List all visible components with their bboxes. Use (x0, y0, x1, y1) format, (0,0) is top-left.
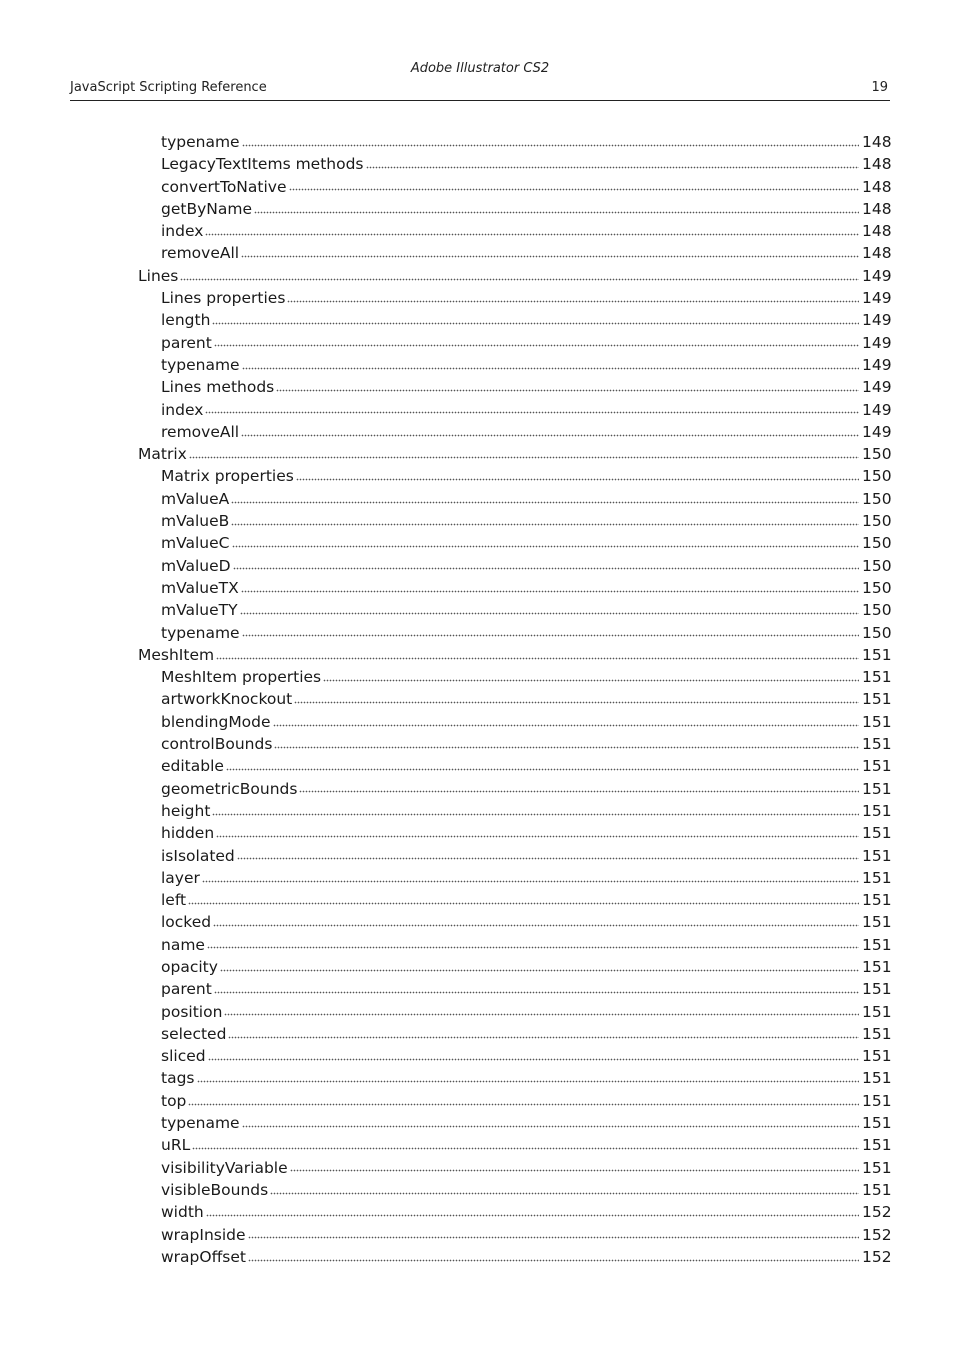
toc-entry-page: 151 (862, 757, 892, 776)
toc-entry-page: 150 (862, 556, 892, 575)
toc-section-entry[interactable] (138, 644, 892, 666)
toc-entry[interactable] (161, 1157, 892, 1179)
toc-entry[interactable] (161, 1246, 892, 1268)
toc-entry-label: height (161, 801, 211, 820)
toc-entry-label: index (161, 222, 204, 241)
toc-entry-label: index (161, 400, 204, 419)
toc-entry[interactable] (161, 131, 892, 153)
toc-entry-label: mValueA (161, 489, 230, 508)
toc-entry-label: Matrix (138, 445, 187, 464)
toc-entry-page: 149 (862, 422, 892, 441)
toc-entry-page: 149 (862, 289, 892, 308)
toc-entry-page: 151 (862, 668, 892, 687)
toc-entry-page: 148 (862, 133, 892, 151)
dot-leader (274, 744, 859, 750)
toc-entry-page: 150 (862, 512, 892, 531)
toc-entry-label: wrapInside (161, 1225, 246, 1244)
toc-entry[interactable] (161, 599, 892, 621)
toc-entry-page: 152 (862, 1203, 892, 1222)
toc-entry[interactable] (161, 666, 892, 688)
toc-entry-page: 149 (862, 311, 892, 330)
dot-leader (189, 454, 859, 460)
toc-entry-label: locked (161, 913, 212, 932)
toc-entry[interactable] (161, 577, 892, 599)
toc-entry-page: 150 (862, 601, 892, 620)
toc-entry-label: uRL (161, 1136, 191, 1155)
dot-leader (212, 321, 859, 327)
toc-entry[interactable] (161, 733, 892, 755)
toc-entry-page: 151 (862, 645, 892, 664)
toc-entry-label: editable (161, 757, 224, 776)
dot-leader (205, 410, 859, 416)
toc-entry-label: Matrix properties (161, 467, 294, 486)
toc-entry[interactable] (161, 465, 892, 487)
dot-leader (233, 566, 859, 572)
dot-leader (290, 1168, 859, 1174)
dot-leader (188, 900, 859, 906)
dot-leader (241, 254, 859, 260)
toc-entry[interactable] (161, 978, 892, 1000)
toc-entry-label: controlBounds (161, 735, 273, 754)
toc-entry-page: 151 (862, 1069, 892, 1088)
dot-leader (289, 187, 860, 193)
toc-entry-page: 151 (862, 779, 892, 798)
toc-entry[interactable] (161, 153, 892, 175)
toc-entry-label: Lines (138, 266, 179, 285)
toc-entry[interactable] (161, 1179, 892, 1201)
header-rule (70, 100, 890, 101)
toc-entry-label: getByName (161, 199, 252, 218)
toc-entry-page: 151 (862, 846, 892, 865)
toc-entry[interactable] (161, 1112, 892, 1134)
dot-leader (242, 633, 859, 639)
table-of-contents (0, 131, 960, 1268)
toc-entry-page: 152 (862, 1225, 892, 1244)
toc-entry-label: left (161, 891, 187, 910)
toc-entry[interactable] (161, 488, 892, 510)
toc-entry-label: mValueTY (161, 601, 238, 620)
toc-entry-label: mValueTX (161, 578, 239, 597)
toc-entry-page: 152 (862, 1247, 892, 1266)
toc-entry-label: mValueC (161, 534, 230, 553)
toc-entry-page: 149 (862, 333, 892, 352)
toc-entry-label: typename (161, 1114, 240, 1133)
toc-entry-page: 148 (862, 244, 892, 263)
toc-entry[interactable] (161, 934, 892, 956)
toc-entry-page: 151 (862, 1114, 892, 1133)
toc-entry-label: LegacyTextItems methods (161, 155, 364, 174)
dot-leader (197, 1079, 860, 1085)
toc-entry[interactable] (161, 711, 892, 733)
dot-leader (241, 588, 859, 594)
toc-entry-page: 151 (862, 891, 892, 910)
dot-leader (242, 365, 859, 371)
dot-leader (214, 990, 859, 996)
toc-entry[interactable] (161, 510, 892, 532)
toc-entry-page: 151 (862, 868, 892, 887)
dot-leader (212, 811, 859, 817)
toc-entry-label: MeshItem properties (161, 668, 322, 687)
dot-leader (232, 544, 860, 550)
toc-entry[interactable] (161, 1001, 892, 1023)
dot-leader (188, 1101, 859, 1107)
toc-entry-page: 148 (862, 222, 892, 241)
toc-entry-page: 151 (862, 801, 892, 820)
toc-entry-page: 151 (862, 935, 892, 954)
toc-entry-page: 149 (862, 400, 892, 419)
toc-entry[interactable] (161, 354, 892, 376)
toc-entry-page: 151 (862, 1180, 892, 1199)
toc-entry-page: 150 (862, 534, 892, 553)
toc-entry[interactable] (161, 532, 892, 554)
toc-entry-page: 151 (862, 1091, 892, 1110)
toc-entry[interactable] (161, 755, 892, 777)
dot-leader (254, 209, 859, 215)
toc-entry-label: typename (161, 133, 240, 151)
toc-entry[interactable] (161, 242, 892, 264)
dot-leader (207, 945, 859, 951)
page-number: 19 (871, 80, 888, 95)
dot-leader (296, 477, 859, 483)
toc-entry[interactable] (161, 889, 892, 911)
toc-entry[interactable] (161, 421, 892, 443)
toc-entry-page: 151 (862, 1136, 892, 1155)
toc-entry[interactable] (161, 1067, 892, 1089)
toc-entry-label: top (161, 1091, 187, 1110)
toc-entry-page: 151 (862, 1002, 892, 1021)
dot-leader (228, 1034, 859, 1040)
toc-entry-label: opacity (161, 957, 218, 976)
toc-section-entry[interactable] (138, 265, 892, 287)
toc-entry[interactable] (161, 800, 892, 822)
toc-entry[interactable] (161, 1045, 892, 1067)
toc-entry[interactable] (161, 176, 892, 198)
toc-entry-label: wrapOffset (161, 1247, 246, 1266)
toc-entry[interactable] (161, 622, 892, 644)
toc-entry[interactable] (161, 778, 892, 800)
toc-entry[interactable] (161, 309, 892, 331)
dot-leader (220, 967, 859, 973)
dot-leader (216, 655, 859, 661)
toc-entry[interactable] (161, 220, 892, 242)
toc-entry-label: Lines methods (161, 378, 275, 397)
toc-entry-label: selected (161, 1024, 227, 1043)
toc-entry-label: mValueB (161, 512, 230, 531)
toc-entry-label: isIsolated (161, 846, 235, 865)
dot-leader (287, 298, 859, 304)
toc-entry-label: visibilityVariable (161, 1158, 288, 1177)
toc-entry[interactable] (161, 376, 892, 398)
dot-leader (231, 499, 859, 505)
dot-leader (294, 700, 859, 706)
toc-entry-page: 151 (862, 1047, 892, 1066)
toc-entry[interactable] (161, 845, 892, 867)
toc-entry-label: parent (161, 333, 212, 352)
toc-entry-label: artworkKnockout (161, 690, 293, 709)
toc-entry[interactable] (161, 822, 892, 844)
toc-entry-label: sliced (161, 1047, 206, 1066)
toc-entry[interactable] (161, 1224, 892, 1246)
toc-entry[interactable] (161, 332, 892, 354)
dot-leader (231, 521, 859, 527)
running-header-section: JavaScript Scripting Reference (70, 80, 267, 95)
toc-entry-label: mValueD (161, 556, 231, 575)
toc-entry-page: 150 (862, 489, 892, 508)
dot-leader (270, 1190, 859, 1196)
toc-entry-label: MeshItem (138, 645, 215, 664)
dot-leader (242, 142, 859, 148)
toc-entry-page: 151 (862, 913, 892, 932)
dot-leader (240, 611, 859, 617)
toc-entry-page: 151 (862, 1024, 892, 1043)
toc-entry[interactable] (161, 911, 892, 933)
toc-entry[interactable] (161, 1023, 892, 1045)
toc-entry-label: length (161, 311, 211, 330)
dot-leader (242, 1123, 859, 1129)
toc-entry-label: typename (161, 623, 240, 642)
toc-entry-page: 148 (862, 199, 892, 218)
dot-leader (299, 789, 859, 795)
dot-leader (226, 767, 859, 773)
toc-entry-label: width (161, 1203, 204, 1222)
toc-entry-page: 151 (862, 824, 892, 843)
toc-entry-label: visibleBounds (161, 1180, 269, 1199)
toc-entry[interactable] (161, 1090, 892, 1112)
dot-leader (213, 923, 859, 929)
toc-entry[interactable] (161, 1134, 892, 1156)
dot-leader (248, 1235, 859, 1241)
toc-entry-page: 151 (862, 980, 892, 999)
toc-entry-page: 148 (862, 155, 892, 174)
dot-leader (323, 677, 859, 683)
toc-entry-label: position (161, 1002, 223, 1021)
dot-leader (241, 432, 859, 438)
toc-entry-page: 150 (862, 467, 892, 486)
dot-leader (237, 856, 859, 862)
toc-entry-label: hidden (161, 824, 215, 843)
toc-entry[interactable] (161, 287, 892, 309)
toc-entry-label: Lines properties (161, 289, 286, 308)
dot-leader (248, 1257, 859, 1263)
toc-entry-page: 151 (862, 1158, 892, 1177)
toc-entry-page: 149 (862, 378, 892, 397)
toc-entry-label: blendingMode (161, 712, 271, 731)
toc-entry[interactable] (161, 688, 892, 710)
toc-entry-page: 149 (862, 355, 892, 374)
dot-leader (192, 1146, 859, 1152)
toc-entry[interactable] (161, 1201, 892, 1223)
toc-entry-page: 150 (862, 578, 892, 597)
toc-entry-label: typename (161, 355, 240, 374)
toc-entry-label: removeAll (161, 422, 240, 441)
dot-leader (208, 1056, 859, 1062)
dot-leader (214, 343, 859, 349)
toc-entry-page: 149 (862, 266, 892, 285)
toc-entry-page: 151 (862, 957, 892, 976)
toc-entry[interactable] (161, 399, 892, 421)
toc-entry-label: parent (161, 980, 212, 999)
toc-section-entry[interactable] (138, 443, 892, 465)
dot-leader (180, 276, 859, 282)
toc-entry-label: layer (161, 868, 200, 887)
toc-entry[interactable] (161, 956, 892, 978)
toc-entry-label: removeAll (161, 244, 240, 263)
dot-leader (216, 834, 859, 840)
dot-leader (273, 722, 859, 728)
dot-leader (276, 388, 859, 394)
toc-entry[interactable] (161, 555, 892, 577)
toc-entry-page: 150 (862, 623, 892, 642)
toc-entry-page: 151 (862, 712, 892, 731)
toc-entry-page: 151 (862, 735, 892, 754)
dot-leader (224, 1012, 859, 1018)
toc-entry-label: convertToNative (161, 177, 287, 196)
toc-entry-page: 150 (862, 445, 892, 464)
toc-entry-label: geometricBounds (161, 779, 298, 798)
dot-leader (202, 878, 859, 884)
dot-leader (206, 1213, 859, 1219)
dot-leader (366, 165, 860, 171)
running-header-title: Adobe Illustrator CS2 (410, 61, 550, 76)
toc-entry-label: name (161, 935, 205, 954)
toc-entry[interactable] (161, 867, 892, 889)
toc-entry-page: 148 (862, 177, 892, 196)
toc-entry-page: 151 (862, 690, 892, 709)
toc-entry[interactable] (161, 198, 892, 220)
toc-entry-label: tags (161, 1069, 195, 1088)
dot-leader (205, 231, 859, 237)
